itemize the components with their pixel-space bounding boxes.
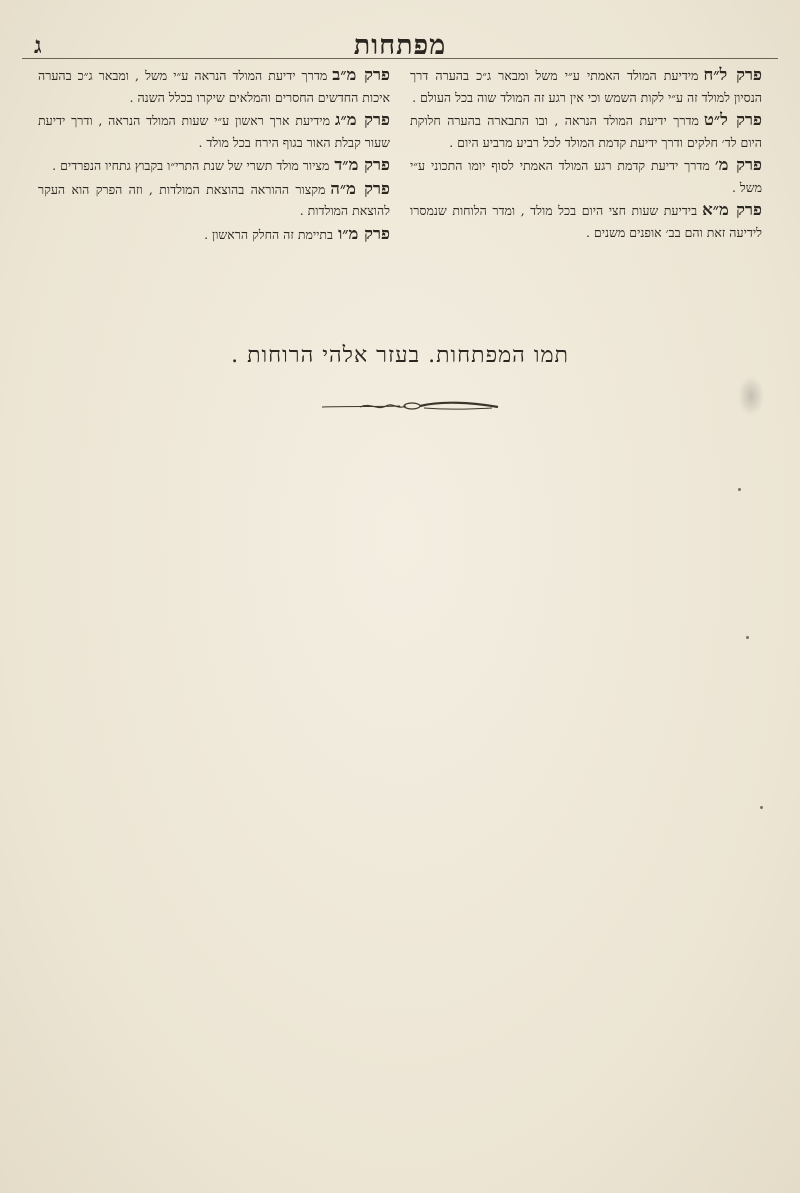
closing-line: תמו המפתחות. בעזר אלהי הרוחות . xyxy=(231,343,569,368)
paper-speck xyxy=(738,488,741,491)
entry-text: בידיעת שעות חצי היום בכל מולד , ומדר הלוחות שנמסרו לידיעה זאת והם בב׳ אופנים משנים . xyxy=(410,203,762,240)
index-entry xyxy=(38,223,390,246)
index-columns xyxy=(38,64,762,344)
index-entry xyxy=(38,154,390,177)
entry-text: מידיעת המולד האמתי ע״י משל ומבאר ג״כ בהערה דרך הנסיון למולד זה ע״י לקות השמש וכי אין רגע זה המולד שוה בכל העולם . xyxy=(410,68,762,105)
entry-text: מידיעת ארך ראשון ע״י שעות המולד הנראה , ודרך ידיעת שעור קבלת האור בגוף הירח בכל מולד . xyxy=(38,113,390,150)
page-title: מפתחות xyxy=(353,30,447,61)
chapter-label: פרק מ׳ xyxy=(714,155,762,174)
entry-text: מדרך ידיעת קדמת רגע המולד האמתי לסוף יומו התכוני ע״י משל . xyxy=(410,158,762,195)
chapter-label: פרק מ״ג xyxy=(335,110,390,129)
index-entry xyxy=(38,109,390,153)
left-column xyxy=(38,64,390,246)
chapter-label: פרק מ״א xyxy=(702,200,762,219)
entry-text: מציור מולד תשרי של שנת התרי״ו בקבוץ גתחיו הנפרדים . xyxy=(52,158,330,173)
chapter-label: פרק מ״ו xyxy=(338,223,390,243)
entry-text: מדרך ידיעת המולד הנראה ע״י משל , ומבאר ג״כ בהערה איכות החדשים החסרים והמלאים שיקרו בכלל השנה . xyxy=(38,68,390,105)
paper-stain xyxy=(738,376,764,416)
header-rule xyxy=(22,58,778,59)
chapter-label: פרק ל״ט xyxy=(703,110,763,129)
index-entry xyxy=(410,154,762,198)
paper-speck xyxy=(760,806,763,809)
chapter-label: פרק מ״ה xyxy=(330,178,390,198)
page-header xyxy=(20,28,780,68)
entry-text: מקצור ההוראה בהוצאת המולדות , וזה הפרק הוא העקר להוצאת המולדות . xyxy=(38,181,390,218)
index-entry xyxy=(38,178,390,222)
entry-text: בתיימת זה החלק הראשון . xyxy=(204,226,334,242)
index-entry xyxy=(38,64,390,108)
page-number: ג xyxy=(34,32,42,59)
index-entry xyxy=(410,199,762,243)
right-column xyxy=(410,64,762,244)
paper-speck xyxy=(746,636,749,639)
index-entry xyxy=(410,64,762,108)
entry-text: מדרך ידיעת המולד הנראה , ובו התבארה בהערה חלוקת היום לד׳ חלקים ודרך ידיעת קדמת המולד לכל רביע מרביע היום . xyxy=(410,113,762,150)
chapter-label: פרק ל״ח xyxy=(703,65,762,84)
index-entry xyxy=(410,109,762,153)
chapter-label: פרק מ״ב xyxy=(332,65,391,84)
ornament-divider-icon xyxy=(320,398,500,414)
chapter-label: פרק מ״ד xyxy=(334,155,390,174)
